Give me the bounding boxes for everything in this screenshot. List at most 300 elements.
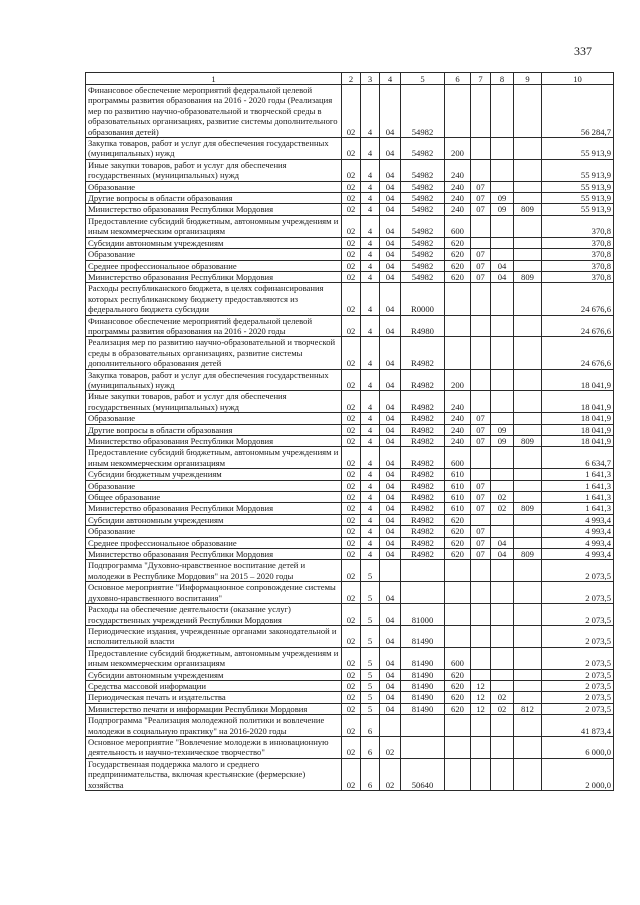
table-row (86, 703, 614, 714)
table-row (86, 549, 614, 560)
code-ministry-cell (514, 537, 542, 548)
code-ministry-cell (514, 369, 542, 391)
expense-name-cell: Субсидии автономным учреждениям (86, 669, 342, 680)
code-subprogram-cell: 6 (361, 736, 380, 758)
code-section-cell (471, 283, 491, 315)
expense-name-cell: Министерство образования Республики Мордовия (86, 204, 342, 215)
expense-name-cell: Периодические издания, учрежденные органами законодательной и исполнительной власти (86, 625, 342, 647)
code-direction-cell: R4982 (401, 413, 445, 424)
code-measure-cell: 04 (380, 669, 401, 680)
code-expense-type-cell (445, 604, 471, 626)
code-subprogram-cell: 4 (361, 469, 380, 480)
amount-cell: 2 073,5 (542, 647, 614, 669)
amount-cell: 18 041,9 (542, 391, 614, 413)
code-direction-cell: 54982 (401, 138, 445, 160)
code-ministry-cell (514, 181, 542, 192)
code-subprogram-cell: 4 (361, 237, 380, 248)
code-ministry-cell: 809 (514, 436, 542, 447)
code-program-cell: 02 (342, 447, 361, 469)
code-direction-cell: 54982 (401, 215, 445, 237)
code-direction-cell: 81490 (401, 625, 445, 647)
code-subprogram-cell: 5 (361, 680, 380, 691)
code-subsection-cell (491, 337, 514, 369)
expense-name-cell: Субсидии бюджетным учреждениям (86, 469, 342, 480)
code-section-cell (471, 315, 491, 337)
code-direction-cell: R4982 (401, 424, 445, 435)
code-expense-type-cell: 600 (445, 647, 471, 669)
code-subprogram-cell: 4 (361, 447, 380, 469)
code-subsection-cell: 04 (491, 260, 514, 271)
expense-name-cell: Государственная поддержка малого и среднего предпринимательства, включая крестьянские (фермерские) хозяйства (86, 758, 342, 790)
code-expense-type-cell: 600 (445, 447, 471, 469)
code-subsection-cell (491, 315, 514, 337)
code-measure-cell: 04 (380, 436, 401, 447)
code-expense-type-cell: 200 (445, 369, 471, 391)
code-subprogram-cell: 5 (361, 560, 380, 582)
table-row (86, 469, 614, 480)
code-ministry-cell (514, 315, 542, 337)
expense-name-cell: Финансовое обеспечение мероприятий федеральной целевой программы развития образования на 2016 - 2020 годы (86, 315, 342, 337)
code-direction-cell: R4982 (401, 549, 445, 560)
code-direction-cell (401, 560, 445, 582)
code-measure-cell: 04 (380, 469, 401, 480)
code-subsection-cell: 09 (491, 193, 514, 204)
amount-cell: 2 073,5 (542, 692, 614, 703)
code-program-cell: 02 (342, 138, 361, 160)
expense-name-cell: Министерство образования Республики Мордовия (86, 436, 342, 447)
column-header-6: 6 (445, 73, 471, 85)
code-subsection-cell (491, 85, 514, 138)
expense-name-cell: Предоставление субсидий бюджетным, автономным учреждениям и иным некоммерческим организациям (86, 215, 342, 237)
code-section-cell: 07 (471, 249, 491, 260)
code-expense-type-cell: 620 (445, 249, 471, 260)
code-expense-type-cell (445, 715, 471, 737)
expense-name-cell: Периодическая печать и издательства (86, 692, 342, 703)
code-ministry-cell (514, 424, 542, 435)
code-direction-cell: 54982 (401, 237, 445, 248)
table-row (86, 138, 614, 160)
amount-cell: 24 676,6 (542, 283, 614, 315)
code-expense-type-cell: 240 (445, 424, 471, 435)
code-measure-cell: 04 (380, 582, 401, 604)
code-ministry-cell (514, 526, 542, 537)
column-header-7: 7 (471, 73, 491, 85)
amount-cell: 2 073,5 (542, 680, 614, 691)
expense-name-cell: Образование (86, 181, 342, 192)
code-section-cell (471, 514, 491, 525)
code-measure-cell: 04 (380, 260, 401, 271)
amount-cell: 4 993,4 (542, 526, 614, 537)
code-subprogram-cell: 5 (361, 582, 380, 604)
code-program-cell: 02 (342, 680, 361, 691)
code-program-cell: 02 (342, 692, 361, 703)
expense-name-cell: Общее образование (86, 492, 342, 503)
code-expense-type-cell: 240 (445, 159, 471, 181)
expense-name-cell: Образование (86, 249, 342, 260)
code-subprogram-cell: 4 (361, 260, 380, 271)
code-subsection-cell (491, 758, 514, 790)
table-row (86, 537, 614, 548)
expense-name-cell: Другие вопросы в области образования (86, 424, 342, 435)
code-subsection-cell: 02 (491, 503, 514, 514)
code-direction-cell: 54982 (401, 193, 445, 204)
code-subsection-cell (491, 480, 514, 491)
code-subprogram-cell: 4 (361, 85, 380, 138)
table-row (86, 369, 614, 391)
code-measure-cell: 04 (380, 413, 401, 424)
expense-name-cell: Расходы республиканского бюджета, в целях софинансирования которых республиканскому бюджету предоставляются из федерального бюджета субсидии (86, 283, 342, 315)
code-section-cell (471, 337, 491, 369)
expense-name-cell: Подпрограмма "Реализация молодежной политики и вовлечение молодежи в социальную практику" на 2016-2020 годы (86, 715, 342, 737)
expense-name-cell: Предоставление субсидий бюджетным, автономным учреждениям и иным некоммерческим организациям (86, 447, 342, 469)
code-expense-type-cell: 620 (445, 526, 471, 537)
code-subsection-cell (491, 447, 514, 469)
code-ministry-cell (514, 692, 542, 703)
code-expense-type-cell: 620 (445, 669, 471, 680)
table-row (86, 647, 614, 669)
code-subprogram-cell: 4 (361, 193, 380, 204)
code-subprogram-cell: 4 (361, 436, 380, 447)
code-program-cell: 02 (342, 703, 361, 714)
code-subsection-cell (491, 391, 514, 413)
code-subsection-cell: 02 (491, 492, 514, 503)
code-program-cell: 02 (342, 503, 361, 514)
amount-cell: 18 041,9 (542, 369, 614, 391)
code-subprogram-cell: 4 (361, 215, 380, 237)
amount-cell: 1 641,3 (542, 503, 614, 514)
table-row (86, 193, 614, 204)
amount-cell: 1 641,3 (542, 492, 614, 503)
code-subprogram-cell: 5 (361, 703, 380, 714)
amount-cell: 2 073,5 (542, 703, 614, 714)
code-expense-type-cell: 620 (445, 271, 471, 282)
code-measure-cell: 04 (380, 204, 401, 215)
code-subprogram-cell: 4 (361, 337, 380, 369)
code-subprogram-cell: 6 (361, 715, 380, 737)
code-subprogram-cell: 4 (361, 369, 380, 391)
code-program-cell: 02 (342, 413, 361, 424)
code-program-cell: 02 (342, 193, 361, 204)
code-section-cell (471, 715, 491, 737)
code-expense-type-cell: 620 (445, 514, 471, 525)
code-section-cell: 07 (471, 480, 491, 491)
amount-cell: 6 000,0 (542, 736, 614, 758)
expense-name-cell: Закупка товаров, работ и услуг для обеспечения государственных (муниципальных) нужд (86, 369, 342, 391)
code-section-cell (471, 625, 491, 647)
code-program-cell: 02 (342, 537, 361, 548)
code-direction-cell: R4982 (401, 537, 445, 548)
expense-name-cell: Субсидии автономным учреждениям (86, 237, 342, 248)
expense-name-cell: Другие вопросы в области образования (86, 193, 342, 204)
code-program-cell: 02 (342, 669, 361, 680)
code-expense-type-cell: 240 (445, 436, 471, 447)
code-measure-cell: 04 (380, 181, 401, 192)
code-direction-cell: 54982 (401, 204, 445, 215)
code-section-cell: 07 (471, 492, 491, 503)
code-subprogram-cell: 4 (361, 138, 380, 160)
code-expense-type-cell: 200 (445, 138, 471, 160)
code-subsection-cell (491, 647, 514, 669)
code-direction-cell: 81490 (401, 647, 445, 669)
code-ministry-cell (514, 492, 542, 503)
code-subprogram-cell: 5 (361, 604, 380, 626)
amount-cell: 56 284,7 (542, 85, 614, 138)
code-section-cell (471, 85, 491, 138)
code-expense-type-cell: 240 (445, 413, 471, 424)
code-measure-cell: 04 (380, 315, 401, 337)
amount-cell: 55 913,9 (542, 159, 614, 181)
amount-cell: 18 041,9 (542, 413, 614, 424)
table-row (86, 680, 614, 691)
code-ministry-cell (514, 625, 542, 647)
code-ministry-cell (514, 715, 542, 737)
code-direction-cell: 54982 (401, 85, 445, 138)
code-ministry-cell (514, 469, 542, 480)
code-measure-cell: 04 (380, 526, 401, 537)
table-body (86, 85, 614, 791)
code-program-cell: 02 (342, 260, 361, 271)
code-program-cell: 02 (342, 436, 361, 447)
table-row (86, 215, 614, 237)
code-subprogram-cell: 4 (361, 159, 380, 181)
code-program-cell: 02 (342, 736, 361, 758)
column-header-2: 2 (342, 73, 361, 85)
amount-cell: 55 913,9 (542, 138, 614, 160)
code-section-cell (471, 215, 491, 237)
code-section-cell (471, 469, 491, 480)
amount-cell: 2 073,5 (542, 560, 614, 582)
code-section-cell (471, 237, 491, 248)
amount-cell: 2 073,5 (542, 669, 614, 680)
code-ministry-cell: 809 (514, 549, 542, 560)
code-direction-cell: R4982 (401, 503, 445, 514)
code-section-cell (471, 447, 491, 469)
code-measure-cell: 04 (380, 85, 401, 138)
code-expense-type-cell (445, 85, 471, 138)
code-subsection-cell (491, 625, 514, 647)
code-section-cell (471, 560, 491, 582)
code-measure-cell: 04 (380, 159, 401, 181)
expense-name-cell: Министерство образования Республики Мордовия (86, 271, 342, 282)
code-program-cell: 02 (342, 758, 361, 790)
amount-cell: 24 676,6 (542, 315, 614, 337)
code-subprogram-cell: 6 (361, 758, 380, 790)
code-expense-type-cell: 610 (445, 469, 471, 480)
code-direction-cell: 54982 (401, 249, 445, 260)
code-expense-type-cell: 620 (445, 692, 471, 703)
code-direction-cell (401, 715, 445, 737)
code-ministry-cell (514, 260, 542, 271)
code-direction-cell: R4982 (401, 480, 445, 491)
column-header-9: 9 (514, 73, 542, 85)
code-program-cell: 02 (342, 625, 361, 647)
code-expense-type-cell: 240 (445, 181, 471, 192)
page-number: 337 (574, 44, 592, 58)
code-ministry-cell (514, 193, 542, 204)
code-subsection-cell (491, 715, 514, 737)
code-ministry-cell (514, 249, 542, 260)
code-measure-cell (380, 715, 401, 737)
code-ministry-cell (514, 480, 542, 491)
code-ministry-cell (514, 283, 542, 315)
budget-table (85, 72, 614, 791)
code-ministry-cell (514, 337, 542, 369)
code-measure-cell (380, 560, 401, 582)
code-section-cell: 07 (471, 271, 491, 282)
amount-cell: 4 993,4 (542, 537, 614, 548)
expense-name-cell: Образование (86, 526, 342, 537)
column-header-3: 3 (361, 73, 380, 85)
code-measure-cell: 04 (380, 680, 401, 691)
code-measure-cell: 04 (380, 391, 401, 413)
table-row (86, 736, 614, 758)
code-ministry-cell (514, 514, 542, 525)
code-section-cell: 07 (471, 260, 491, 271)
code-direction-cell: R4982 (401, 526, 445, 537)
code-direction-cell: R4982 (401, 492, 445, 503)
amount-cell: 41 873,4 (542, 715, 614, 737)
code-ministry-cell (514, 215, 542, 237)
code-section-cell: 07 (471, 436, 491, 447)
expense-name-cell: Министерство образования Республики Мордовия (86, 503, 342, 514)
code-expense-type-cell (445, 582, 471, 604)
code-subprogram-cell: 4 (361, 249, 380, 260)
code-program-cell: 02 (342, 526, 361, 537)
column-header-5: 5 (401, 73, 445, 85)
code-direction-cell: 81490 (401, 680, 445, 691)
code-subsection-cell (491, 560, 514, 582)
amount-cell: 18 041,9 (542, 424, 614, 435)
code-subprogram-cell: 4 (361, 492, 380, 503)
code-direction-cell: 81000 (401, 604, 445, 626)
code-section-cell: 12 (471, 680, 491, 691)
code-direction-cell: 81490 (401, 669, 445, 680)
code-expense-type-cell (445, 758, 471, 790)
code-subsection-cell: 04 (491, 549, 514, 560)
code-measure-cell: 04 (380, 138, 401, 160)
code-ministry-cell (514, 560, 542, 582)
table-row (86, 604, 614, 626)
code-subprogram-cell: 4 (361, 503, 380, 514)
code-program-cell: 02 (342, 549, 361, 560)
column-header-1: 1 (86, 73, 342, 85)
column-header-8: 8 (491, 73, 514, 85)
table-row (86, 560, 614, 582)
code-section-cell (471, 604, 491, 626)
table-row (86, 447, 614, 469)
table-row (86, 315, 614, 337)
code-direction-cell (401, 736, 445, 758)
code-subprogram-cell: 5 (361, 669, 380, 680)
expense-name-cell: Субсидии автономным учреждениям (86, 514, 342, 525)
code-measure-cell: 04 (380, 537, 401, 548)
code-ministry-cell (514, 669, 542, 680)
amount-cell: 55 913,9 (542, 193, 614, 204)
code-ministry-cell (514, 647, 542, 669)
amount-cell: 24 676,6 (542, 337, 614, 369)
code-subprogram-cell: 4 (361, 413, 380, 424)
code-direction-cell: 54982 (401, 260, 445, 271)
code-expense-type-cell (445, 315, 471, 337)
amount-cell: 4 993,4 (542, 549, 614, 560)
table-row (86, 715, 614, 737)
code-program-cell: 02 (342, 215, 361, 237)
code-section-cell: 07 (471, 204, 491, 215)
table-row (86, 424, 614, 435)
code-program-cell: 02 (342, 369, 361, 391)
code-program-cell: 02 (342, 391, 361, 413)
code-subprogram-cell: 4 (361, 424, 380, 435)
code-measure-cell: 04 (380, 424, 401, 435)
code-ministry-cell (514, 758, 542, 790)
code-ministry-cell: 809 (514, 204, 542, 215)
code-section-cell (471, 391, 491, 413)
code-expense-type-cell: 620 (445, 549, 471, 560)
amount-cell: 1 641,3 (542, 480, 614, 491)
code-expense-type-cell (445, 283, 471, 315)
amount-cell: 2 073,5 (542, 604, 614, 626)
code-direction-cell: R4982 (401, 337, 445, 369)
code-ministry-cell: 812 (514, 703, 542, 714)
code-subsection-cell: 02 (491, 692, 514, 703)
code-subprogram-cell: 4 (361, 315, 380, 337)
table-row (86, 669, 614, 680)
code-expense-type-cell: 600 (445, 215, 471, 237)
expense-name-cell: Основное мероприятие "Вовлечение молодежи в инновационную деятельность и научно-техническое творчество" (86, 736, 342, 758)
code-subsection-cell: 09 (491, 424, 514, 435)
table-row (86, 413, 614, 424)
expense-name-cell: Министерство образования Республики Мордовия (86, 549, 342, 560)
expense-name-cell: Закупка товаров, работ и услуг для обеспечения государственных (муниципальных) нужд (86, 138, 342, 160)
amount-cell: 370,8 (542, 249, 614, 260)
code-direction-cell: R4982 (401, 514, 445, 525)
code-subprogram-cell: 4 (361, 283, 380, 315)
code-ministry-cell (514, 413, 542, 424)
expense-name-cell: Иные закупки товаров, работ и услуг для обеспечения государственных (муниципальных) нужд (86, 391, 342, 413)
code-ministry-cell (514, 582, 542, 604)
code-section-cell (471, 138, 491, 160)
code-expense-type-cell (445, 625, 471, 647)
code-measure-cell: 04 (380, 447, 401, 469)
code-section-cell: 07 (471, 413, 491, 424)
code-ministry-cell (514, 138, 542, 160)
code-program-cell: 02 (342, 582, 361, 604)
code-measure-cell: 04 (380, 215, 401, 237)
code-program-cell: 02 (342, 604, 361, 626)
expense-name-cell: Среднее профессиональное образование (86, 537, 342, 548)
code-subsection-cell (491, 159, 514, 181)
amount-cell: 4 993,4 (542, 514, 614, 525)
code-direction-cell: 54982 (401, 181, 445, 192)
code-measure-cell: 04 (380, 514, 401, 525)
code-measure-cell: 02 (380, 736, 401, 758)
code-subsection-cell (491, 138, 514, 160)
code-direction-cell: 81490 (401, 692, 445, 703)
code-expense-type-cell: 620 (445, 537, 471, 548)
code-measure-cell: 04 (380, 692, 401, 703)
code-measure-cell: 02 (380, 758, 401, 790)
code-measure-cell: 04 (380, 703, 401, 714)
code-program-cell: 02 (342, 159, 361, 181)
table-row (86, 271, 614, 282)
expense-name-cell: Образование (86, 480, 342, 491)
table-row (86, 514, 614, 525)
code-ministry-cell: 809 (514, 503, 542, 514)
amount-cell: 18 041,9 (542, 436, 614, 447)
amount-cell: 370,8 (542, 260, 614, 271)
code-direction-cell: R4982 (401, 469, 445, 480)
code-subprogram-cell: 5 (361, 625, 380, 647)
